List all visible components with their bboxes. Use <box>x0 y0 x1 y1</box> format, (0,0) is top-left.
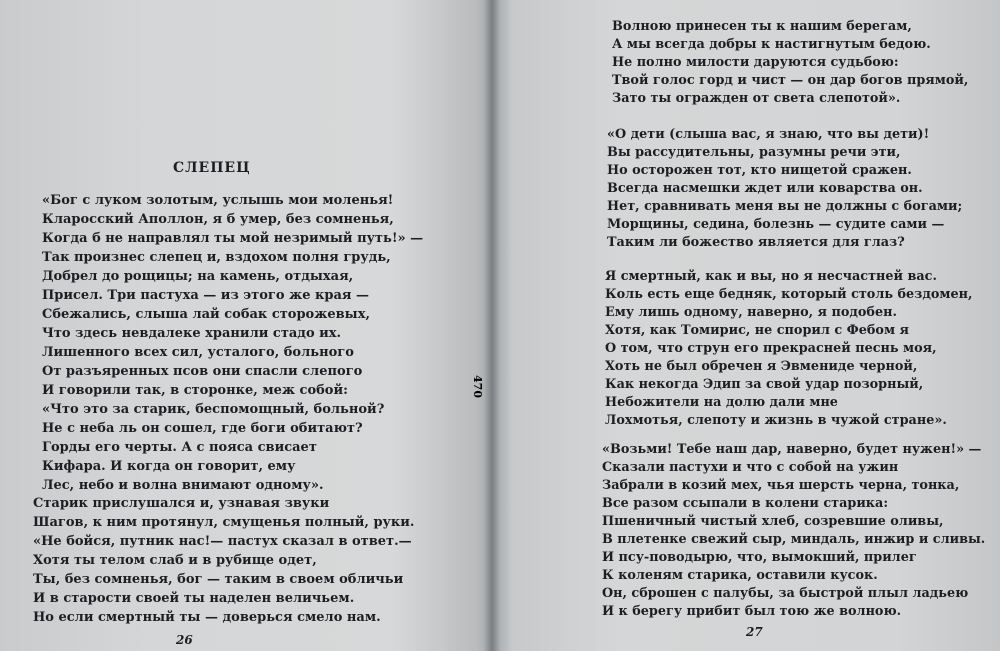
verse-line: Вы рассудительны, разумны речи эти, <box>607 145 901 160</box>
verse-line: Я смертный, как и вы, но я несчастней вас. <box>605 269 937 284</box>
verse-line: Нет, сравнивать меня вы не должны с богами; <box>607 199 963 214</box>
verse-line: Коль есть еще бедняк, который столь бездомен, <box>605 287 973 302</box>
verse-line: В плетенке свежий сыр, миндаль, инжир и сливы. <box>602 532 986 547</box>
verse-line: К коленям старика, оставили кусок. <box>602 568 878 583</box>
book-gutter <box>484 0 500 651</box>
verse-line: Лес, небо и волна внимают одному». <box>42 478 324 493</box>
left-stanza-2 <box>33 494 414 627</box>
verse-line: От разъяренных псов они спасли слепого <box>42 364 363 379</box>
verse-line: Старик прислушался и, узнавая звуки <box>33 496 330 511</box>
verse-line: Небожители на долю дали мне <box>605 395 838 410</box>
verse-line: И псу-поводырю, что, вымокший, прилег <box>602 550 917 565</box>
verse-line: Когда б не направлял ты мой незримый путь!» — <box>42 231 424 246</box>
verse-line: И в старости своей ты наделен величьем. <box>33 591 355 606</box>
poem-title: СЛЕПЕЦ <box>173 160 251 176</box>
verse-line: Зато ты огражден от света слепотой». <box>612 91 901 106</box>
verse-line: Пшеничный чистый хлеб, созревшие оливы, <box>602 514 944 529</box>
verse-line: А мы всегда добры к настигнутым бедою. <box>612 37 931 52</box>
verse-line: Шагов, к ним протянул, смущенья полный, руки. <box>33 515 415 530</box>
verse-line: Как некогда Эдип за свой удар позорный, <box>605 377 924 392</box>
verse-line: Не полно милости даруются судьбою: <box>612 55 899 70</box>
verse-line: Он, сброшен с палубы, за быстрой плыл ладьею <box>602 586 969 601</box>
verse-line: Так произнес слепец и, вздохом полня грудь, <box>42 250 391 265</box>
verse-line: Забрали в козий мех, чья шерсть черна, тонка, <box>602 478 960 493</box>
verse-line: Ему лишь одному, наверно, я подобен. <box>605 305 897 320</box>
verse-line: Кларосский Аполлон, я б умер, без сомненья, <box>42 212 394 227</box>
verse-line: «Что это за старик, беспомощный, больной? <box>42 402 385 417</box>
verse-line: Присел. Три пастуха — из этого же края — <box>42 288 370 303</box>
verse-line: Волною принесен ты к нашим берегам, <box>612 19 912 34</box>
right-stanza-3 <box>605 268 972 430</box>
verse-line: Но если смертный ты — доверься смело нам. <box>33 610 381 625</box>
verse-line: И говорили так, в сторонке, меж собой: <box>42 383 348 398</box>
verse-line: Сбежались, слыша лай собак сторожевых, <box>42 307 370 322</box>
verse-line: Что здесь невдалеке хранили стадо их. <box>42 326 342 341</box>
verse-line: Сказали пастухи и что с собой на ужин <box>602 460 899 475</box>
verse-line: Горды его черты. А с пояса свисает <box>42 440 317 455</box>
verse-line: Таким ли божество является для глаз? <box>607 235 905 250</box>
spine-number: 470 <box>470 375 484 398</box>
verse-line: Хоть не был обречен я Эвмениде черной, <box>605 359 918 374</box>
left-page <box>0 0 492 651</box>
right-stanza-2 <box>607 126 962 252</box>
verse-line: «Бог с луком золотым, услышь мои моленья! <box>42 193 394 208</box>
page-number-left: 26 <box>176 633 193 647</box>
verse-line: Всегда насмешки ждет или коварства он. <box>607 181 923 196</box>
page-number-right: 27 <box>746 625 763 639</box>
verse-line: Хотя, как Томирис, не спорил с Фебом я <box>605 323 909 338</box>
verse-line: «Не бойся, путник нас!— пастух сказал в ответ.— <box>33 534 412 549</box>
verse-line: И к берегу прибит был тою же волною. <box>602 604 902 619</box>
verse-line: Хотя ты телом слаб и в рубище одет, <box>33 553 317 568</box>
verse-line: Морщины, седина, болезнь — судите сами — <box>607 217 945 232</box>
verse-line: Лохмотья, слепоту и жизнь в чужой стране». <box>605 413 947 428</box>
left-stanza-1 <box>42 191 423 495</box>
verse-line: Лишенного всех сил, усталого, больного <box>42 345 354 360</box>
verse-line: О том, что струн его прекрасней песнь моя, <box>605 341 937 356</box>
verse-line: Кифара. И когда он говорит, ему <box>42 459 296 474</box>
verse-line: Все разом ссыпали в колени старика: <box>602 496 889 511</box>
right-stanza-1 <box>612 18 968 108</box>
verse-line: Но осторожен тот, кто нищетой сражен. <box>607 163 912 178</box>
verse-line: «О дети (слыша вас, я знаю, что вы дети)! <box>607 127 930 142</box>
right-stanza-4 <box>602 441 985 621</box>
verse-line: Твой голос горд и чист — он дар богов прямой, <box>612 73 969 88</box>
verse-line: Не с неба ль он сошел, где боги обитают? <box>42 421 363 436</box>
verse-line: Ты, без сомненья, бог — таким в своем обличьи <box>33 572 404 587</box>
right-page <box>492 0 1000 651</box>
verse-line: Добрел до рощицы; на камень, отдыхая, <box>42 269 354 284</box>
verse-line: «Возьми! Тебе наш дар, наверно, будет нужен!» — <box>602 442 982 457</box>
